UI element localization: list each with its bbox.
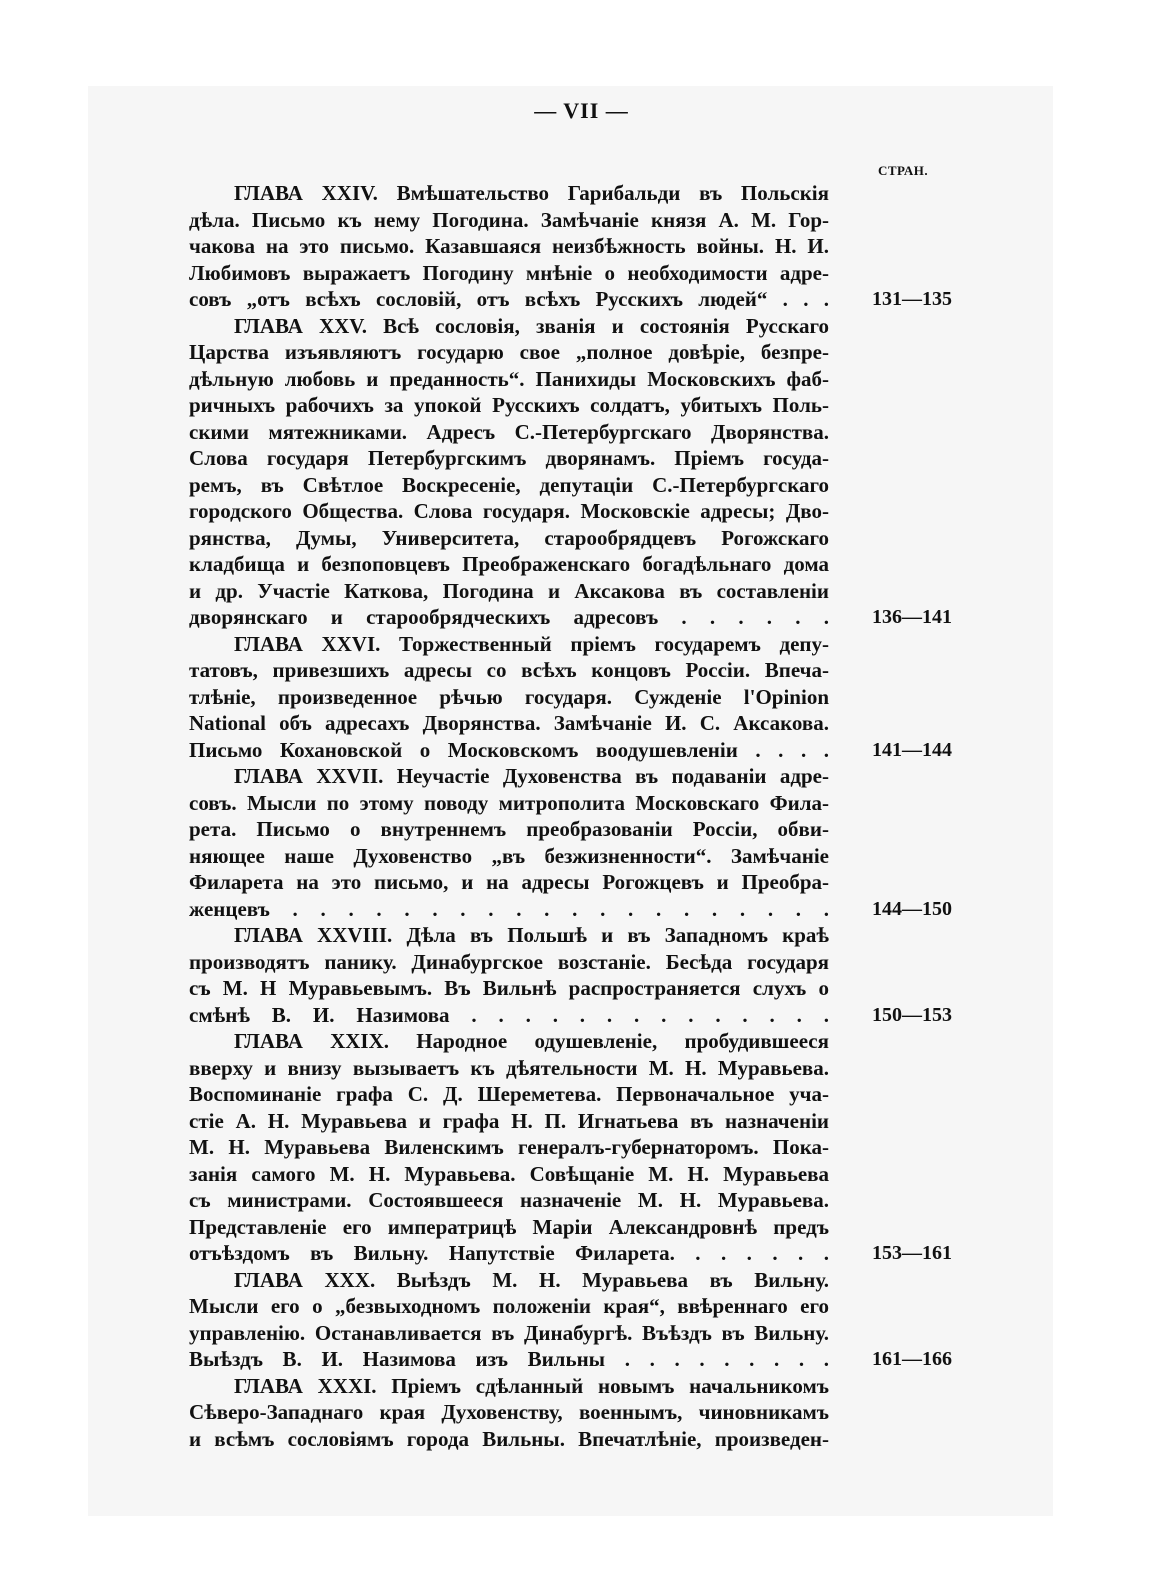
toc-entry — [189, 1267, 969, 1373]
table-of-contents — [189, 180, 969, 1452]
chapter-heading-line: ГЛАВА XXX. Выѣздъ М. Н. Муравьева въ Вильну. — [234, 1267, 829, 1292]
toc-entry — [189, 763, 969, 922]
toc-entry — [189, 180, 969, 313]
chapter-summary-line: рянства, Думы, Университета, старообрядцевъ Рогожскаго — [189, 525, 829, 550]
chapter-heading-line: ГЛАВА XXVI. Торжественный пріемъ государемъ депу- — [234, 631, 829, 656]
chapter-summary-line: дворянскаго и старообрядческихъ адресовъ . . . . . . — [189, 605, 829, 629]
page-range: 153—161 — [872, 1242, 952, 1264]
chapter-summary-line: Слова государя Петербургскимъ дворянамъ. Пріемъ госуда- — [189, 446, 829, 470]
chapter-summary-line: Мысли его о „безвыходномъ положеніи края“, ввѣреннаго его — [189, 1294, 829, 1318]
chapter-summary-line: Письмо Кохановской о Московскомъ воодушевленіи . . . . — [189, 737, 829, 762]
chapter-summary-line: Царства изъявляютъ государю свое „полное довѣріе, безпре- — [189, 340, 829, 364]
chapter-summary-line: женцевъ . . . . . . . . . . . . . . . . . . . . — [189, 896, 829, 921]
chapter-summary-line: ричныхъ рабочихъ за упокой Русскихъ солдатъ, убитыхъ Поль- — [189, 393, 829, 417]
chapter-summary-line: ремъ, въ Свѣтлое Воскресеніе, депутаціи С.-Петербургскаго — [189, 472, 829, 497]
chapter-summary-line: совъ „отъ всѣхъ сословій, отъ всѣхъ Русскихъ людей“ . . . — [189, 287, 829, 311]
chapter-summary-line: съ М. Н Муравьевымъ. Въ Вильнѣ распространяется слухъ о — [189, 976, 829, 1000]
chapter-heading-line: ГЛАВА XXV. Всѣ сословія, званія и состоянія Русскаго — [234, 313, 829, 338]
chapter-summary-line: дѣльную любовь и преданность“. Панихиды Московскихъ фаб- — [189, 366, 829, 391]
chapter-summary-line: городского Общества. Слова государя. Московскіе адресы; Дво- — [189, 499, 829, 523]
chapter-heading-line: ГЛАВА XXIX. Народное одушевленіе, пробудившееся — [234, 1029, 829, 1053]
toc-entry — [189, 1028, 969, 1267]
chapter-heading-line: ГЛАВА XXXI. Пріемъ сдѣланный новымъ начальникомъ — [234, 1373, 829, 1398]
chapter-summary-line: производятъ панику. Динабургское возстаніе. Бесѣда государя — [189, 949, 829, 974]
toc-entry — [189, 1373, 969, 1453]
chapter-summary-line: скими мятежниками. Адресъ С.-Петербургскаго Дворянства. — [189, 419, 829, 444]
chapter-summary-line: отъѣздомъ въ Вильну. Напутствіе Филарета. . . . . . . — [189, 1241, 829, 1265]
chapter-summary-line: Любимовъ выражаетъ Погодину мнѣніе о необходимости адре- — [189, 260, 829, 285]
chapter-summary-line: Филарета на это письмо, и на адресы Рогожцевъ и Преобра- — [189, 870, 829, 894]
chapter-summary-line: управленію. Останавливается въ Динабургѣ. Въѣздъ въ Вильну. — [189, 1320, 829, 1345]
page-range: 141—144 — [872, 738, 952, 761]
chapter-summary-line: татовъ, привезшихъ адресы со всѣхъ концовъ Россіи. Впеча- — [189, 658, 829, 682]
chapter-summary-line: дѣла. Письмо къ нему Погодина. Замѣчаніе князя А. М. Гор- — [189, 207, 829, 232]
chapter-summary-line: Сѣверо-Западнаго края Духовенству, военнымъ, чиновникамъ — [189, 1400, 829, 1424]
chapter-summary-line: совъ. Мысли по этому поводу митрополита Московскаго Фила- — [189, 790, 829, 815]
page-number-header: — VII — — [534, 98, 629, 123]
chapter-summary-line: и др. Участіе Каткова, Погодина и Аксакова въ составленіи — [189, 578, 829, 603]
page-range: 161—166 — [872, 1348, 952, 1370]
chapter-summary-line: съ министрами. Состоявшееся назначеніе М. Н. Муравьева. — [189, 1188, 829, 1212]
chapter-summary-line: чакова на это письмо. Казавшаяся неизбѣжность войны. Н. И. — [189, 234, 829, 258]
chapter-heading-line: ГЛАВА XXVIII. Дѣла въ Польшѣ и въ Западномъ краѣ — [234, 923, 829, 947]
page-range: 131—135 — [872, 288, 952, 310]
chapter-summary-line: М. Н. Муравьева Виленскимъ генералъ-губернаторомъ. Пока- — [189, 1135, 829, 1159]
chapter-summary-line: кладбища и безпоповцевъ Преображенскаго богадѣльнаго дома — [189, 552, 829, 576]
chapter-summary-line: смѣнѣ В. И. Назимова . . . . . . . . . . . . . . — [189, 1002, 829, 1027]
page-range: 150—153 — [872, 1003, 952, 1026]
pages-column-label: СТРАН. — [878, 163, 929, 178]
chapter-summary-line: Выѣздъ В. И. Назимова изъ Вильны . . . . . . . . . — [189, 1347, 829, 1371]
toc-entry — [189, 922, 969, 1028]
page-range: 136—141 — [872, 606, 952, 628]
chapter-summary-line: занія самого М. Н. Муравьева. Совѣщаніе М. Н. Муравьева — [189, 1161, 829, 1186]
chapter-summary-line: и всѣмъ сословіямъ города Вильны. Впечатлѣніе, произведен- — [189, 1426, 829, 1451]
toc-entry — [189, 631, 969, 764]
chapter-summary-line: няющее наше Духовенство „въ безжизненности“. Замѣчаніе — [189, 843, 829, 868]
toc-entry — [189, 313, 969, 631]
chapter-summary-line: Воспоминаніе графа С. Д. Шереметева. Первоначальное уча- — [189, 1082, 829, 1106]
chapter-summary-line: рета. Письмо о внутреннемъ преобразованіи Россіи, обви- — [189, 817, 829, 841]
chapter-heading-line: ГЛАВА XXIV. Вмѣшательство Гарибальди въ Польскія — [234, 181, 829, 205]
chapter-summary-line: стіе А. Н. Муравьева и графа Н. П. Игнатьева въ назначеніи — [189, 1108, 829, 1133]
chapter-summary-line: Представленіе его императрицѣ Маріи Александровнѣ предъ — [189, 1214, 829, 1239]
chapter-heading-line: ГЛАВА XXVII. Неучастіе Духовенства въ подаваніи адре- — [234, 764, 829, 788]
chapter-summary-line: тлѣніе, произведенное рѣчью государя. Сужденіе l'Opinion — [189, 684, 829, 709]
chapter-summary-line: National объ адресахъ Дворянства. Замѣчаніе И. С. Аксакова. — [189, 711, 829, 735]
page-range: 144—150 — [872, 897, 952, 920]
chapter-summary-line: вверху и внизу вызываетъ къ дѣятельности М. Н. Муравьева. — [189, 1055, 829, 1080]
